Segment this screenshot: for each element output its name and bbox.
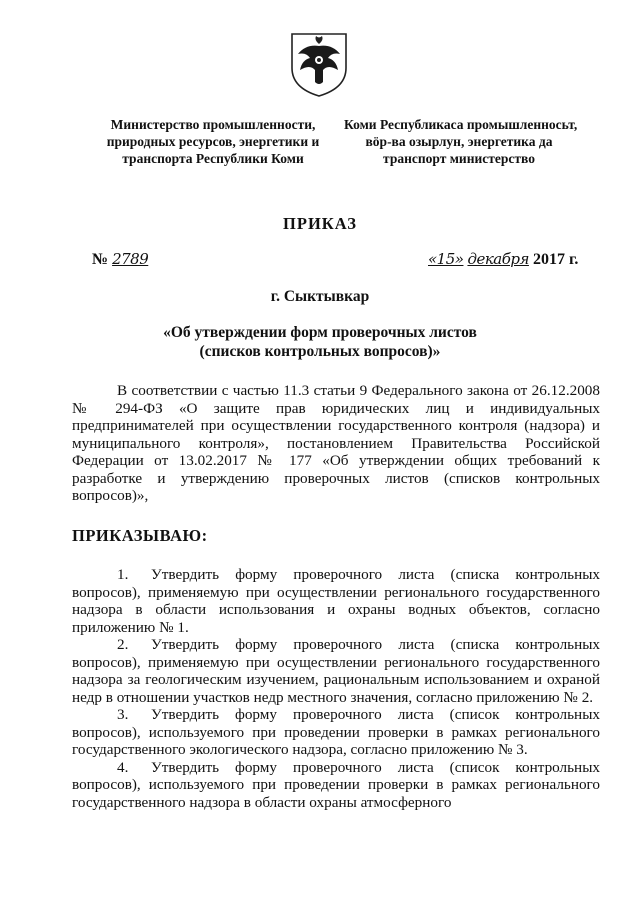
item-number: 3. xyxy=(117,706,129,723)
order-item xyxy=(72,566,600,636)
date-day: «15» xyxy=(428,250,464,268)
order-item xyxy=(72,636,600,706)
order-subject xyxy=(100,323,540,361)
document-title: ПРИКАЗ xyxy=(283,214,357,233)
date-year: 2017 г. xyxy=(532,251,579,268)
coat-of-arms-emblem xyxy=(288,30,350,98)
city: г. Сыктывкар xyxy=(270,288,370,305)
header-line: природных ресурсов, энергетики и xyxy=(106,134,320,149)
order-number xyxy=(92,250,148,269)
order-date xyxy=(428,250,578,269)
ministry-name-russian xyxy=(98,116,328,167)
order-word: ПРИКАЗЫВАЮ: xyxy=(72,526,208,545)
subject-line: «Об утверждении форм проверочных листов xyxy=(163,324,477,341)
order-items xyxy=(72,566,600,811)
header-line: Министерство промышленности, xyxy=(110,117,316,132)
item-text: Утвердить форму проверочного листа (списка контрольных вопросов), применяемую при осуществлении регионального государственного надзора за геологическим изучением, рациональным использованием и охраной недр в отношении участков недр местного значения, согласно приложению № 2. xyxy=(72,636,600,706)
item-number: 2. xyxy=(117,636,129,653)
subject-line: (списков контрольных вопросов)» xyxy=(199,343,441,360)
item-text: Утвердить форму проверочного листа (список контрольных вопросов), используемого при проведении проверки в рамках регионального государственного надзора в области охраны атмосферного xyxy=(72,758,600,811)
header-line: транспорт министерство xyxy=(383,151,535,166)
header-line: Коми Республикаса промышленносьт, xyxy=(344,117,578,132)
order-item xyxy=(72,759,600,812)
item-text: Утвердить форму проверочного листа (списка контрольных вопросов), применяемую при осуществлении регионального государственного надзора в области использования и охраны водных объектов, согласно приложению № 1. xyxy=(72,566,600,636)
ministry-name-komi xyxy=(344,116,578,167)
preamble-text: В соответствии с частью 11.3 статьи 9 Федерального закона от 26.12.2008 № 294-ФЗ «О защите прав юридических лиц и индивидуальных предпринимателей при осуществлении государственного контроля (надзора) и муниципального контроля», постановлением Правительства Российской Федерации от 13.02.2017 № 177 «Об утверждении общих требований к разработке и утверждению проверочных листов (списков контрольных вопросов)», xyxy=(72,382,600,504)
header-line: транспорта Республики Коми xyxy=(122,151,304,166)
preamble xyxy=(72,382,600,505)
date-month: декабря xyxy=(467,250,529,268)
handwritten-number: 2789 xyxy=(112,250,149,268)
item-number: 1. xyxy=(117,566,129,583)
item-number: 4. xyxy=(117,758,129,776)
header-line: вӧр-ва озырлун, энергетика да xyxy=(365,134,553,149)
item-text: Утвердить форму проверочного листа (список контрольных вопросов), используемого при проведении проверки в рамках регионального государственного экологического надзора, согласно приложению № 3. xyxy=(72,706,600,758)
number-prefix: № xyxy=(92,251,109,268)
order-item xyxy=(72,706,600,759)
